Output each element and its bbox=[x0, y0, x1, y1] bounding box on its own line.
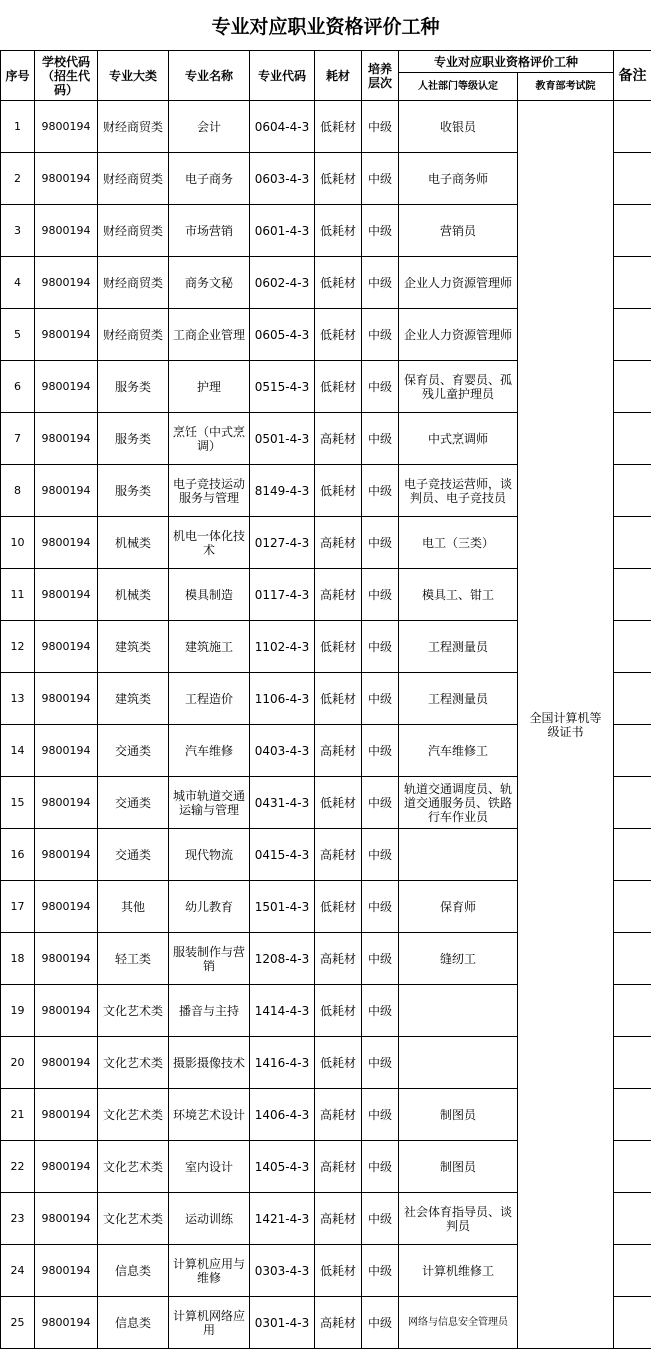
cell-consumption: 低耗材 bbox=[315, 881, 362, 933]
cell-school-code: 9800194 bbox=[35, 309, 98, 361]
cell-hr-qualification: 社会体育指导员、谈判员 bbox=[399, 1193, 518, 1245]
cell-major-code: 1416-4-3 bbox=[250, 1037, 315, 1089]
cell-school-code: 9800194 bbox=[35, 829, 98, 881]
cell-remark bbox=[614, 101, 651, 153]
cell-seq: 22 bbox=[1, 1141, 35, 1193]
cell-level: 中级 bbox=[362, 777, 399, 829]
cell-school-code: 9800194 bbox=[35, 1037, 98, 1089]
cell-hr-qualification: 营销员 bbox=[399, 205, 518, 257]
cell-category: 服务类 bbox=[98, 413, 169, 465]
cell-school-code: 9800194 bbox=[35, 257, 98, 309]
cell-category: 财经商贸类 bbox=[98, 205, 169, 257]
cell-seq: 20 bbox=[1, 1037, 35, 1089]
cell-consumption: 低耗材 bbox=[315, 777, 362, 829]
cell-school-code: 9800194 bbox=[35, 933, 98, 985]
cell-consumption: 高耗材 bbox=[315, 725, 362, 777]
cell-hr-qualification: 工程测量员 bbox=[399, 673, 518, 725]
cell-school-code: 9800194 bbox=[35, 621, 98, 673]
page-title: 专业对应职业资格评价工种 bbox=[211, 15, 440, 38]
cell-remark bbox=[614, 517, 651, 569]
cell-category: 交通类 bbox=[98, 777, 169, 829]
cell-consumption: 低耗材 bbox=[315, 985, 362, 1037]
cell-hr-qualification bbox=[399, 1037, 518, 1089]
cell-consumption: 高耗材 bbox=[315, 933, 362, 985]
cell-category: 其他 bbox=[98, 881, 169, 933]
cell-level: 中级 bbox=[362, 725, 399, 777]
cell-level: 中级 bbox=[362, 933, 399, 985]
cell-seq: 6 bbox=[1, 361, 35, 413]
cell-hr-qualification: 电工（三类） bbox=[399, 517, 518, 569]
cell-level: 中级 bbox=[362, 361, 399, 413]
cell-major-name: 播音与主持 bbox=[169, 985, 250, 1037]
cell-major-code: 1106-4-3 bbox=[250, 673, 315, 725]
cell-major-code: 0603-4-3 bbox=[250, 153, 315, 205]
cell-major-code: 1208-4-3 bbox=[250, 933, 315, 985]
cell-category: 文化艺术类 bbox=[98, 1037, 169, 1089]
cell-level: 中级 bbox=[362, 621, 399, 673]
cell-consumption: 高耗材 bbox=[315, 413, 362, 465]
cell-remark bbox=[614, 205, 651, 257]
cell-major-name: 现代物流 bbox=[169, 829, 250, 881]
cell-major-name: 市场营销 bbox=[169, 205, 250, 257]
cell-school-code: 9800194 bbox=[35, 465, 98, 517]
cell-hr-qualification: 网络与信息安全管理员 bbox=[399, 1297, 518, 1349]
cell-major-code: 1102-4-3 bbox=[250, 621, 315, 673]
cell-seq: 25 bbox=[1, 1297, 35, 1349]
cell-major-name: 会计 bbox=[169, 101, 250, 153]
cell-hr-qualification: 电子竞技运营师，谈判员、电子竞技员 bbox=[399, 465, 518, 517]
cell-major-name: 护理 bbox=[169, 361, 250, 413]
cell-school-code: 9800194 bbox=[35, 1193, 98, 1245]
cell-school-code: 9800194 bbox=[35, 361, 98, 413]
cell-hr-qualification bbox=[399, 829, 518, 881]
cell-category: 建筑类 bbox=[98, 673, 169, 725]
cell-level: 中级 bbox=[362, 569, 399, 621]
cell-remark bbox=[614, 725, 651, 777]
header-seq: 序号 bbox=[1, 51, 35, 101]
cell-hr-qualification: 轨道交通调度员、轨道交通服务员、铁路行车作业员 bbox=[399, 777, 518, 829]
cell-major-name: 电子商务 bbox=[169, 153, 250, 205]
header-remark: 备注 bbox=[614, 51, 651, 101]
cell-school-code: 9800194 bbox=[35, 1297, 98, 1349]
cell-hr-qualification: 收银员 bbox=[399, 101, 518, 153]
cell-major-code: 8149-4-3 bbox=[250, 465, 315, 517]
cell-seq: 16 bbox=[1, 829, 35, 881]
cell-level: 中级 bbox=[362, 101, 399, 153]
cell-school-code: 9800194 bbox=[35, 517, 98, 569]
cell-major-name: 室内设计 bbox=[169, 1141, 250, 1193]
header-major-code: 专业代码 bbox=[250, 51, 315, 101]
cell-major-code: 0501-4-3 bbox=[250, 413, 315, 465]
cell-hr-qualification: 保育师 bbox=[399, 881, 518, 933]
cell-major-code: 0604-4-3 bbox=[250, 101, 315, 153]
cell-hr-qualification bbox=[399, 985, 518, 1037]
cell-remark bbox=[614, 1089, 651, 1141]
table-row bbox=[1, 101, 651, 153]
cell-school-code: 9800194 bbox=[35, 985, 98, 1037]
cell-category: 文化艺术类 bbox=[98, 1193, 169, 1245]
header-category: 专业大类 bbox=[98, 51, 169, 101]
cell-hr-qualification: 企业人力资源管理师 bbox=[399, 257, 518, 309]
cell-seq: 7 bbox=[1, 413, 35, 465]
cell-remark bbox=[614, 413, 651, 465]
cell-major-name: 烹饪（中式烹调） bbox=[169, 413, 250, 465]
cell-seq: 18 bbox=[1, 933, 35, 985]
cell-seq: 5 bbox=[1, 309, 35, 361]
cell-school-code: 9800194 bbox=[35, 1141, 98, 1193]
qualification-table bbox=[0, 50, 651, 1349]
cell-hr-qualification: 工程测量员 bbox=[399, 621, 518, 673]
cell-major-name: 幼儿教育 bbox=[169, 881, 250, 933]
cell-remark bbox=[614, 1297, 651, 1349]
cell-school-code: 9800194 bbox=[35, 205, 98, 257]
cell-remark bbox=[614, 309, 651, 361]
cell-consumption: 低耗材 bbox=[315, 309, 362, 361]
cell-seq: 13 bbox=[1, 673, 35, 725]
cell-school-code: 9800194 bbox=[35, 673, 98, 725]
cell-hr-qualification: 企业人力资源管理师 bbox=[399, 309, 518, 361]
cell-remark bbox=[614, 1193, 651, 1245]
cell-level: 中级 bbox=[362, 1141, 399, 1193]
cell-level: 中级 bbox=[362, 881, 399, 933]
cell-category: 服务类 bbox=[98, 465, 169, 517]
header-edu-dept: 教育部考试院 bbox=[518, 73, 614, 101]
cell-category: 机械类 bbox=[98, 569, 169, 621]
header-level: 培养层次 bbox=[362, 51, 399, 101]
cell-level: 中级 bbox=[362, 205, 399, 257]
cell-major-code: 0431-4-3 bbox=[250, 777, 315, 829]
cell-consumption: 低耗材 bbox=[315, 153, 362, 205]
cell-school-code: 9800194 bbox=[35, 725, 98, 777]
cell-level: 中级 bbox=[362, 413, 399, 465]
cell-consumption: 高耗材 bbox=[315, 829, 362, 881]
cell-school-code: 9800194 bbox=[35, 569, 98, 621]
cell-major-name: 环境艺术设计 bbox=[169, 1089, 250, 1141]
cell-consumption: 低耗材 bbox=[315, 361, 362, 413]
header-hr-dept: 人社部门等级认定 bbox=[399, 73, 518, 101]
cell-remark bbox=[614, 1037, 651, 1089]
cell-consumption: 高耗材 bbox=[315, 1089, 362, 1141]
cell-category: 财经商贸类 bbox=[98, 309, 169, 361]
cell-remark bbox=[614, 621, 651, 673]
cell-seq: 1 bbox=[1, 101, 35, 153]
cell-seq: 8 bbox=[1, 465, 35, 517]
cell-remark bbox=[614, 153, 651, 205]
header-qualification-group: 专业对应职业资格评价工种 bbox=[399, 51, 614, 73]
cell-school-code: 9800194 bbox=[35, 153, 98, 205]
cell-level: 中级 bbox=[362, 985, 399, 1037]
header-school-code: 学校代码（招生代码） bbox=[35, 51, 98, 101]
header-major-name: 专业名称 bbox=[169, 51, 250, 101]
cell-consumption: 低耗材 bbox=[315, 673, 362, 725]
cell-major-code: 1414-4-3 bbox=[250, 985, 315, 1037]
cell-consumption: 低耗材 bbox=[315, 465, 362, 517]
cell-remark bbox=[614, 257, 651, 309]
cell-seq: 4 bbox=[1, 257, 35, 309]
cell-seq: 11 bbox=[1, 569, 35, 621]
cell-hr-qualification: 计算机维修工 bbox=[399, 1245, 518, 1297]
cell-hr-qualification: 缝纫工 bbox=[399, 933, 518, 985]
cell-remark bbox=[614, 673, 651, 725]
cell-level: 中级 bbox=[362, 517, 399, 569]
cell-category: 文化艺术类 bbox=[98, 1141, 169, 1193]
cell-category: 财经商贸类 bbox=[98, 257, 169, 309]
cell-major-name: 工程造价 bbox=[169, 673, 250, 725]
cell-consumption: 高耗材 bbox=[315, 517, 362, 569]
cell-edu-qualification: 全国计算机等级证书 bbox=[518, 101, 614, 1349]
cell-category: 交通类 bbox=[98, 829, 169, 881]
cell-hr-qualification: 电子商务师 bbox=[399, 153, 518, 205]
cell-consumption: 低耗材 bbox=[315, 621, 362, 673]
cell-level: 中级 bbox=[362, 1297, 399, 1349]
cell-consumption: 低耗材 bbox=[315, 205, 362, 257]
cell-seq: 21 bbox=[1, 1089, 35, 1141]
cell-hr-qualification: 中式烹调师 bbox=[399, 413, 518, 465]
cell-major-name: 建筑施工 bbox=[169, 621, 250, 673]
cell-remark bbox=[614, 985, 651, 1037]
cell-seq: 2 bbox=[1, 153, 35, 205]
cell-category: 信息类 bbox=[98, 1245, 169, 1297]
cell-level: 中级 bbox=[362, 309, 399, 361]
cell-level: 中级 bbox=[362, 153, 399, 205]
cell-level: 中级 bbox=[362, 465, 399, 517]
cell-seq: 24 bbox=[1, 1245, 35, 1297]
cell-remark bbox=[614, 569, 651, 621]
cell-consumption: 高耗材 bbox=[315, 1193, 362, 1245]
cell-consumption: 低耗材 bbox=[315, 1245, 362, 1297]
cell-hr-qualification: 制图员 bbox=[399, 1089, 518, 1141]
cell-remark bbox=[614, 881, 651, 933]
cell-major-name: 机电一体化技术 bbox=[169, 517, 250, 569]
cell-hr-qualification: 模具工、钳工 bbox=[399, 569, 518, 621]
cell-consumption: 低耗材 bbox=[315, 1037, 362, 1089]
cell-school-code: 9800194 bbox=[35, 101, 98, 153]
cell-consumption: 高耗材 bbox=[315, 1141, 362, 1193]
cell-seq: 15 bbox=[1, 777, 35, 829]
cell-major-code: 0415-4-3 bbox=[250, 829, 315, 881]
cell-major-code: 1405-4-3 bbox=[250, 1141, 315, 1193]
cell-seq: 3 bbox=[1, 205, 35, 257]
cell-remark bbox=[614, 933, 651, 985]
cell-remark bbox=[614, 465, 651, 517]
cell-hr-qualification: 制图员 bbox=[399, 1141, 518, 1193]
cell-school-code: 9800194 bbox=[35, 777, 98, 829]
cell-category: 服务类 bbox=[98, 361, 169, 413]
table-body bbox=[1, 101, 651, 1349]
cell-seq: 17 bbox=[1, 881, 35, 933]
cell-major-name: 汽车维修 bbox=[169, 725, 250, 777]
cell-major-name: 摄影摄像技术 bbox=[169, 1037, 250, 1089]
cell-remark bbox=[614, 1245, 651, 1297]
cell-major-code: 0301-4-3 bbox=[250, 1297, 315, 1349]
cell-major-code: 1421-4-3 bbox=[250, 1193, 315, 1245]
cell-level: 中级 bbox=[362, 829, 399, 881]
cell-seq: 14 bbox=[1, 725, 35, 777]
cell-school-code: 9800194 bbox=[35, 881, 98, 933]
cell-remark bbox=[614, 361, 651, 413]
cell-school-code: 9800194 bbox=[35, 1089, 98, 1141]
cell-major-name: 运动训练 bbox=[169, 1193, 250, 1245]
cell-school-code: 9800194 bbox=[35, 413, 98, 465]
cell-major-name: 城市轨道交通运输与管理 bbox=[169, 777, 250, 829]
cell-remark bbox=[614, 777, 651, 829]
cell-major-name: 商务文秘 bbox=[169, 257, 250, 309]
cell-level: 中级 bbox=[362, 257, 399, 309]
cell-level: 中级 bbox=[362, 1245, 399, 1297]
cell-major-code: 0117-4-3 bbox=[250, 569, 315, 621]
cell-major-name: 电子竞技运动服务与管理 bbox=[169, 465, 250, 517]
cell-consumption: 高耗材 bbox=[315, 1297, 362, 1349]
cell-level: 中级 bbox=[362, 1037, 399, 1089]
cell-major-code: 0605-4-3 bbox=[250, 309, 315, 361]
cell-major-name: 计算机网络应用 bbox=[169, 1297, 250, 1349]
cell-major-name: 服装制作与营销 bbox=[169, 933, 250, 985]
cell-major-code: 0602-4-3 bbox=[250, 257, 315, 309]
cell-major-name: 计算机应用与维修 bbox=[169, 1245, 250, 1297]
cell-remark bbox=[614, 1141, 651, 1193]
cell-major-code: 0403-4-3 bbox=[250, 725, 315, 777]
cell-category: 文化艺术类 bbox=[98, 1089, 169, 1141]
cell-category: 信息类 bbox=[98, 1297, 169, 1349]
cell-consumption: 高耗材 bbox=[315, 569, 362, 621]
cell-level: 中级 bbox=[362, 1193, 399, 1245]
header-consumption: 耗材 bbox=[315, 51, 362, 101]
cell-seq: 19 bbox=[1, 985, 35, 1037]
cell-level: 中级 bbox=[362, 673, 399, 725]
cell-major-code: 0303-4-3 bbox=[250, 1245, 315, 1297]
cell-category: 财经商贸类 bbox=[98, 101, 169, 153]
cell-category: 轻工类 bbox=[98, 933, 169, 985]
cell-category: 交通类 bbox=[98, 725, 169, 777]
cell-consumption: 低耗材 bbox=[315, 101, 362, 153]
cell-remark bbox=[614, 829, 651, 881]
cell-category: 文化艺术类 bbox=[98, 985, 169, 1037]
cell-seq: 12 bbox=[1, 621, 35, 673]
cell-major-name: 模具制造 bbox=[169, 569, 250, 621]
cell-major-code: 0127-4-3 bbox=[250, 517, 315, 569]
cell-major-code: 1406-4-3 bbox=[250, 1089, 315, 1141]
cell-major-name: 工商企业管理 bbox=[169, 309, 250, 361]
cell-seq: 23 bbox=[1, 1193, 35, 1245]
cell-seq: 10 bbox=[1, 517, 35, 569]
cell-consumption: 低耗材 bbox=[315, 257, 362, 309]
cell-major-code: 0601-4-3 bbox=[250, 205, 315, 257]
cell-level: 中级 bbox=[362, 1089, 399, 1141]
cell-major-code: 1501-4-3 bbox=[250, 881, 315, 933]
cell-hr-qualification: 保育员、育婴员、孤残儿童护理员 bbox=[399, 361, 518, 413]
cell-major-code: 0515-4-3 bbox=[250, 361, 315, 413]
cell-hr-qualification: 汽车维修工 bbox=[399, 725, 518, 777]
cell-category: 机械类 bbox=[98, 517, 169, 569]
cell-school-code: 9800194 bbox=[35, 1245, 98, 1297]
cell-category: 财经商贸类 bbox=[98, 153, 169, 205]
cell-category: 建筑类 bbox=[98, 621, 169, 673]
